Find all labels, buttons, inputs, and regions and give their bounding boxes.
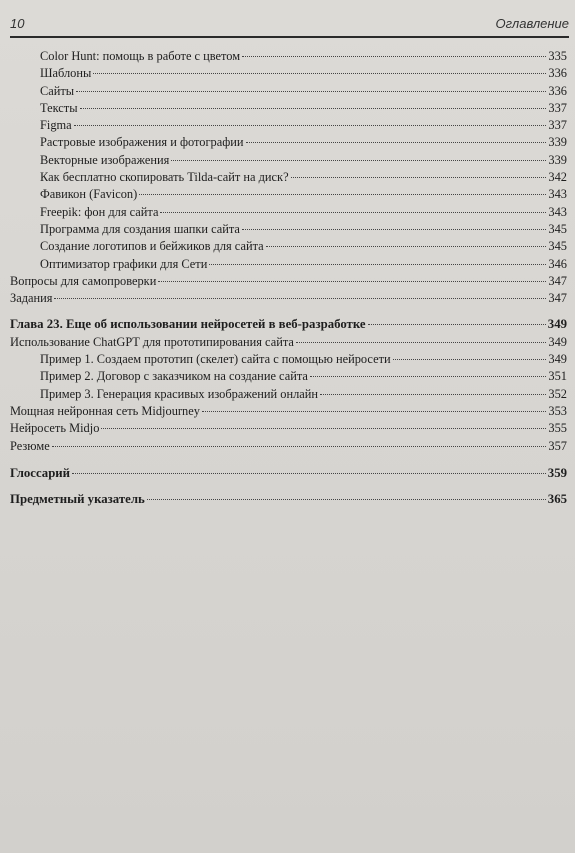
toc-entry-page: 339 (548, 135, 567, 150)
toc-entry-page: 365 (547, 492, 567, 507)
toc-entry[interactable] (0, 403, 575, 420)
leader-dots (158, 281, 546, 282)
toc-entry[interactable] (0, 290, 575, 307)
toc-entry[interactable] (0, 334, 575, 351)
toc-entry-page: 342 (548, 170, 567, 185)
toc-entry[interactable] (0, 368, 575, 385)
toc-entry-label: Резюме (10, 438, 50, 453)
toc-entry-label: Как бесплатно скопировать Tilda-сайт на диск? (40, 170, 289, 185)
toc-entry-label: Фавикон (Favicon) (40, 187, 138, 202)
toc-entry-page: 359 (547, 465, 567, 480)
leader-dots (246, 142, 547, 143)
toc-entry-label: Растровые изображения и фотографии (40, 135, 244, 150)
toc-entry[interactable] (0, 65, 575, 82)
toc-entry-page: 343 (548, 204, 567, 219)
toc-subject-index[interactable] (0, 491, 575, 508)
toc-entry[interactable] (0, 273, 575, 290)
toc-entry[interactable] (0, 351, 575, 368)
toc-entry-page: 343 (548, 187, 567, 202)
toc-entry-page: 336 (548, 83, 567, 98)
toc-group-chapter23-sections (0, 334, 575, 455)
toc-entry-label: Мощная нейронная сеть Midjourney (10, 403, 200, 418)
toc-entry[interactable] (0, 186, 575, 203)
toc-entry-page: 335 (548, 49, 567, 63)
toc-entry-label: Шаблоны (40, 66, 92, 81)
toc-entry-page: 357 (548, 438, 567, 453)
toc-entry-page: 352 (548, 386, 567, 401)
toc-entry-page: 337 (548, 118, 567, 133)
leader-dots (291, 177, 547, 178)
leader-dots (209, 264, 546, 265)
leader-dots (393, 359, 547, 360)
toc-group-subsections (0, 48, 575, 273)
toc-entry[interactable] (0, 117, 575, 134)
leader-dots (202, 411, 547, 412)
leader-dots (266, 246, 547, 247)
toc-entry-label: Вопросы для самопроверки (10, 273, 157, 288)
toc-entry[interactable] (0, 152, 575, 169)
toc-entry-label: Использование ChatGPT для прототипирования сайта (10, 334, 294, 349)
toc-entry-label: Векторные изображения (40, 152, 170, 167)
leader-dots (54, 298, 546, 299)
toc-entry-label: Создание логотипов и бейжиков для сайта (40, 239, 264, 254)
page-number: 10 (10, 16, 25, 31)
toc-entry-label: Freepik: фон для сайта (40, 204, 159, 219)
toc-entry-page: 349 (547, 317, 567, 332)
toc-entry-label: Figma (40, 118, 72, 133)
toc-entry-page: 336 (548, 66, 567, 81)
leader-dots (76, 91, 546, 92)
toc-entry-label: Сайты (40, 83, 75, 98)
toc-glossary[interactable] (0, 465, 575, 482)
toc-entry-page: 337 (548, 100, 567, 115)
toc-entry[interactable] (0, 134, 575, 151)
toc-entry-label: Задания (10, 291, 53, 306)
toc-entry-page: 345 (548, 221, 567, 236)
toc-entry-label: Оптимизатор графики для Сети (40, 256, 208, 271)
toc-group-chapter-end (0, 273, 575, 308)
toc-entry-label: Пример 1. Создаем прототип (скелет) сайта с помощью нейросети (40, 352, 391, 367)
toc-entry-label: Нейросеть Midjo (10, 421, 100, 436)
toc-entry-page: 349 (548, 334, 567, 349)
leader-dots (72, 473, 546, 474)
leader-dots (368, 324, 546, 325)
leader-dots (171, 160, 546, 161)
toc-entry[interactable] (0, 420, 575, 437)
leader-dots (296, 342, 546, 343)
leader-dots (80, 108, 547, 109)
toc-entry-label: Глава 23. Еще об использовании нейросетей в веб-разработке (10, 317, 366, 332)
toc-entry-page: 349 (548, 352, 567, 367)
leader-dots (310, 376, 547, 377)
toc-entry-label: Пример 2. Договор с заказчиком на создание сайта (40, 369, 308, 384)
toc-entry-page: 347 (548, 273, 567, 288)
toc-entry-page: 351 (548, 369, 567, 384)
toc-entry-label: Предметный указатель (10, 492, 145, 507)
toc-entry[interactable] (0, 221, 575, 238)
toc-entry-page: 353 (548, 403, 567, 418)
toc-entry-page: 345 (548, 239, 567, 254)
toc-entry-label: Программа для создания шапки сайта (40, 221, 240, 236)
toc-entry[interactable] (0, 438, 575, 455)
leader-dots (242, 229, 546, 230)
leader-dots (74, 125, 547, 126)
toc-entry[interactable] (0, 169, 575, 186)
leader-dots (101, 428, 546, 429)
toc-entry-label: Пример 3. Генерация красивых изображений онлайн (40, 386, 319, 401)
toc-entry-page: 346 (548, 256, 567, 271)
toc-entry[interactable] (0, 100, 575, 117)
page-header (10, 14, 569, 38)
toc-entry-page: 339 (548, 152, 567, 167)
leader-dots (93, 73, 546, 74)
toc-entry-page: 355 (548, 421, 567, 436)
leader-dots (242, 56, 546, 57)
toc-entry[interactable] (0, 48, 575, 65)
toc-chapter-23[interactable] (0, 316, 575, 333)
leader-dots (160, 212, 546, 213)
toc-entry-page: 347 (548, 291, 567, 306)
toc-entry[interactable] (0, 256, 575, 273)
table-of-contents (0, 48, 575, 508)
toc-entry[interactable] (0, 83, 575, 100)
toc-entry[interactable] (0, 204, 575, 221)
toc-entry-label: Глоссарий (10, 465, 71, 480)
leader-dots (52, 446, 547, 447)
leader-dots (139, 194, 546, 195)
leader-dots (147, 499, 546, 500)
running-title: Оглавление (495, 16, 569, 31)
leader-dots (320, 394, 546, 395)
toc-entry[interactable] (0, 386, 575, 403)
toc-entry-label: Тексты (40, 100, 78, 115)
toc-entry[interactable] (0, 238, 575, 255)
toc-entry-label: Color Hunt: помощь в работе с цветом (40, 49, 241, 63)
